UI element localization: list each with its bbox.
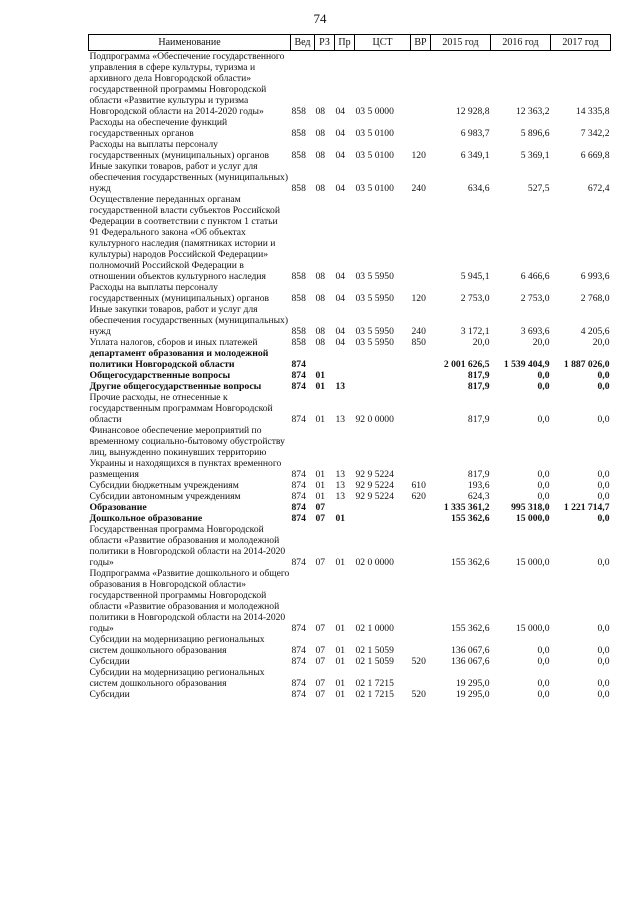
row-name: департамент образования и молодежной политики Новгородской области — [89, 348, 269, 370]
row-vr: 520 — [411, 656, 426, 667]
row-2017: 0,0 — [597, 414, 610, 425]
row-pr: 13 — [335, 414, 346, 425]
row-vr: 240 — [411, 183, 426, 194]
row-cst: 92 9 5224 — [355, 469, 394, 480]
row-rz: 01 — [315, 469, 326, 480]
table-row — [89, 161, 611, 194]
row-2016: 0,0 — [537, 656, 550, 667]
row-name: Дошкольное образование — [89, 513, 203, 524]
row-name: Расходы на выплаты персоналу государственных (муниципальных) органов — [89, 139, 270, 161]
row-pr: 04 — [335, 128, 346, 139]
row-2015: 634,6 — [467, 183, 490, 194]
row-pr: 04 — [335, 183, 346, 194]
row-ved: 874 — [291, 414, 306, 425]
row-cst: 92 9 5224 — [355, 491, 394, 502]
row-pr: 13 — [335, 381, 346, 392]
row-2015: 19 295,0 — [455, 689, 490, 700]
row-name: Расходы на обеспечение функций государственных органов — [89, 117, 228, 139]
row-2016: 20,0 — [532, 337, 550, 348]
row-cst: 02 1 0000 — [355, 623, 394, 634]
row-name: Общегосударственные вопросы — [89, 370, 231, 381]
row-ved: 858 — [291, 271, 306, 282]
row-2015: 19 295,0 — [455, 678, 490, 689]
header-vr: ВР — [411, 35, 431, 51]
row-pr: 13 — [335, 469, 346, 480]
row-vr — [411, 381, 431, 392]
row-pr — [335, 502, 355, 513]
row-ved: 874 — [291, 678, 306, 689]
row-2016: 0,0 — [537, 689, 550, 700]
row-ved: 874 — [291, 689, 306, 700]
row-2015: 3 172,1 — [460, 326, 490, 337]
row-ved: 858 — [291, 326, 306, 337]
row-rz: 08 — [315, 150, 326, 161]
table-row — [89, 51, 611, 118]
row-2015: 2 753,0 — [460, 293, 490, 304]
table-row — [89, 513, 611, 524]
row-vr — [411, 502, 431, 513]
row-2016: 15 000,0 — [515, 623, 550, 634]
row-2016: 0,0 — [537, 381, 550, 392]
row-cst — [355, 381, 411, 392]
row-2016: 5 369,1 — [520, 150, 550, 161]
row-pr — [335, 370, 355, 381]
row-cst: 03 5 0100 — [355, 128, 394, 139]
row-cst — [355, 513, 411, 524]
row-vr: 610 — [411, 480, 426, 491]
row-2017: 0,0 — [597, 513, 610, 524]
row-name: Субсидии на модернизацию региональных систем дошкольного образования — [89, 634, 265, 656]
row-name: Субсидии автономным учреждениям — [89, 491, 241, 502]
table-row — [89, 392, 611, 425]
row-2015: 1 335 361,2 — [443, 502, 490, 513]
row-2017: 6 669,8 — [580, 150, 610, 161]
header-row — [89, 35, 611, 51]
row-rz: 08 — [315, 271, 326, 282]
header-2015: 2015 год — [431, 35, 491, 51]
table-row — [89, 425, 611, 480]
row-name: Подпрограмма «Обеспечение государственного управления в сфере культуры, туризма и архивного дела Новгородской области» государственной программы Новгородской области «Развитие культуры и туризма Новгородской области на 2014-2020 годы» — [89, 51, 285, 117]
row-2015: 6 349,1 — [460, 150, 490, 161]
row-2015: 20,0 — [472, 337, 490, 348]
row-2016: 0,0 — [537, 414, 550, 425]
row-ved: 874 — [291, 359, 306, 370]
row-ved: 874 — [291, 469, 306, 480]
row-cst: 03 5 5950 — [355, 326, 394, 337]
row-rz: 07 — [315, 502, 326, 513]
row-name: Иные закупки товаров, работ и услуг для обеспечения государственных (муниципальных) нужд — [89, 161, 289, 194]
row-2016: 5 896,6 — [520, 128, 550, 139]
table-row — [89, 337, 611, 348]
row-vr — [411, 425, 431, 480]
row-name: Государственная программа Новгородской области «Развитие образования и молодежной политики в Новгородской области на 2014-2020 годы» — [89, 524, 286, 568]
header-pr: Пр — [335, 35, 355, 51]
row-cst: 03 5 0000 — [355, 106, 394, 117]
row-pr: 13 — [335, 491, 346, 502]
row-2015: 817,9 — [467, 414, 490, 425]
row-ved: 874 — [291, 381, 306, 392]
table-row — [89, 524, 611, 568]
row-rz: 08 — [315, 128, 326, 139]
header-name: Наименование — [89, 35, 291, 51]
row-ved: 874 — [291, 370, 306, 381]
row-name: Осуществление переданных органам государственной власти субъектов Российской Федерации в соответствии с пунктом 1 статьи 91 Федерального закона «Об объектах культурного наследия (памятниках истории и культуры) народов Российской Федерации» полномочий Российской Федерации в отношении объектов культурного наследия — [89, 194, 280, 282]
row-vr: 520 — [411, 689, 426, 700]
table-row — [89, 282, 611, 304]
row-2017: 0,0 — [597, 370, 610, 381]
row-cst: 02 1 7215 — [355, 689, 394, 700]
row-name: Прочие расходы, не отнесенные к государственным программам Новгородской области — [89, 392, 273, 425]
row-name: Подпрограмма «Развитие дошкольного и общего образования в Новгородской области» государственной программы Новгородской области «Развитие образования и молодежной политики в Новгородской области на 2014-2020 годы» — [89, 568, 290, 634]
row-vr — [411, 568, 431, 634]
row-2016: 6 466,6 — [520, 271, 550, 282]
row-2017: 20,0 — [592, 337, 610, 348]
table-row — [89, 480, 611, 491]
row-2017: 7 342,2 — [580, 128, 610, 139]
row-2016: 2 753,0 — [520, 293, 550, 304]
row-ved: 858 — [291, 183, 306, 194]
row-2015: 817,9 — [467, 370, 490, 381]
row-rz: 07 — [315, 689, 326, 700]
row-ved: 874 — [291, 502, 306, 513]
row-2017: 0,0 — [597, 623, 610, 634]
row-2017: 0,0 — [597, 480, 610, 491]
row-vr — [411, 51, 431, 118]
row-name: Субсидии — [89, 656, 130, 667]
row-rz — [315, 348, 335, 370]
row-name: Другие общегосударственные вопросы — [89, 381, 262, 392]
row-2015: 817,9 — [467, 469, 490, 480]
row-2016: 1 539 404,9 — [503, 359, 550, 370]
row-rz: 08 — [315, 337, 326, 348]
row-vr: 120 — [411, 293, 426, 304]
row-cst — [355, 370, 411, 381]
row-vr — [411, 513, 431, 524]
row-cst: 03 5 0100 — [355, 183, 394, 194]
row-ved: 858 — [291, 106, 306, 117]
row-cst: 03 5 5950 — [355, 337, 394, 348]
row-2017: 0,0 — [597, 656, 610, 667]
row-vr: 620 — [411, 491, 426, 502]
row-2015: 155 362,6 — [451, 557, 490, 568]
row-cst: 02 1 5059 — [355, 645, 394, 656]
row-ved: 858 — [291, 293, 306, 304]
row-2017: 2 768,0 — [580, 293, 610, 304]
row-pr — [335, 348, 355, 370]
row-name: Расходы на выплаты персоналу государственных (муниципальных) органов — [89, 282, 270, 304]
row-cst — [355, 348, 411, 370]
row-2017: 14 335,8 — [575, 106, 610, 117]
row-pr: 04 — [335, 106, 346, 117]
row-2017: 0,0 — [597, 645, 610, 656]
header-2016: 2016 год — [491, 35, 551, 51]
row-rz: 01 — [315, 480, 326, 491]
row-name: Субсидии бюджетным учреждениям — [89, 480, 239, 491]
row-ved: 858 — [291, 150, 306, 161]
row-2016: 0,0 — [537, 480, 550, 491]
header-2017: 2017 год — [551, 35, 611, 51]
row-rz: 07 — [315, 513, 326, 524]
row-ved: 874 — [291, 645, 306, 656]
table-row — [89, 689, 611, 700]
row-2017: 0,0 — [597, 491, 610, 502]
row-rz: 01 — [315, 381, 326, 392]
row-vr — [411, 392, 431, 425]
row-2017: 1 221 714,7 — [563, 502, 610, 513]
row-rz: 08 — [315, 106, 326, 117]
row-pr: 04 — [335, 337, 346, 348]
row-vr — [411, 634, 431, 656]
row-name: Субсидии — [89, 689, 130, 700]
row-cst: 03 5 0100 — [355, 150, 394, 161]
table-row — [89, 304, 611, 337]
row-ved: 874 — [291, 513, 306, 524]
row-2015: 5 945,1 — [460, 271, 490, 282]
table-row — [89, 667, 611, 689]
row-2017: 0,0 — [597, 678, 610, 689]
row-ved: 858 — [291, 337, 306, 348]
row-2015: 817,9 — [467, 381, 490, 392]
row-vr: 120 — [411, 150, 426, 161]
row-pr: 13 — [335, 480, 346, 491]
table-row — [89, 194, 611, 282]
row-2015: 155 362,6 — [451, 623, 490, 634]
row-vr: 850 — [411, 337, 426, 348]
row-2015: 12 928,8 — [455, 106, 490, 117]
row-2015: 624,3 — [467, 491, 490, 502]
row-2016: 15 000,0 — [515, 557, 550, 568]
table-row — [89, 381, 611, 392]
row-vr — [411, 370, 431, 381]
row-2016: 995 318,0 — [511, 502, 550, 513]
row-cst: 92 0 0000 — [355, 414, 394, 425]
row-2015: 6 983,7 — [460, 128, 490, 139]
row-2015: 193,6 — [467, 480, 490, 491]
row-2015: 2 001 626,5 — [443, 359, 490, 370]
row-vr — [411, 667, 431, 689]
row-2015: 136 067,6 — [451, 656, 490, 667]
row-pr: 04 — [335, 271, 346, 282]
table-row — [89, 348, 611, 370]
page-number: 74 — [313, 11, 327, 26]
row-cst: 03 5 5950 — [355, 271, 394, 282]
row-2016: 0,0 — [537, 370, 550, 381]
row-2017: 6 993,6 — [580, 271, 610, 282]
row-rz: 01 — [315, 491, 326, 502]
row-pr: 04 — [335, 293, 346, 304]
row-cst: 03 5 5950 — [355, 293, 394, 304]
row-rz: 08 — [315, 326, 326, 337]
row-2017: 0,0 — [597, 557, 610, 568]
table-row — [89, 491, 611, 502]
row-pr: 01 — [335, 557, 346, 568]
row-2017: 1 887 026,0 — [563, 359, 610, 370]
row-ved: 858 — [291, 128, 306, 139]
row-rz: 07 — [315, 645, 326, 656]
table-row — [89, 117, 611, 139]
row-ved: 874 — [291, 491, 306, 502]
row-pr: 04 — [335, 326, 346, 337]
row-pr: 01 — [335, 645, 346, 656]
row-vr — [411, 348, 431, 370]
row-rz: 07 — [315, 623, 326, 634]
row-cst: 02 0 0000 — [355, 557, 394, 568]
row-rz: 07 — [315, 656, 326, 667]
table-row — [89, 568, 611, 634]
row-ved: 874 — [291, 656, 306, 667]
row-2016: 0,0 — [537, 491, 550, 502]
row-pr: 01 — [335, 513, 346, 524]
row-2017: 0,0 — [597, 381, 610, 392]
row-2016: 0,0 — [537, 678, 550, 689]
row-cst: 02 1 5059 — [355, 656, 394, 667]
row-2015: 136 067,6 — [451, 645, 490, 656]
row-name: Иные закупки товаров, работ и услуг для обеспечения государственных (муниципальных) нужд — [89, 304, 289, 337]
row-2016: 15 000,0 — [515, 513, 550, 524]
row-rz: 07 — [315, 557, 326, 568]
row-name: Уплата налогов, сборов и иных платежей — [89, 337, 258, 348]
row-pr: 01 — [335, 656, 346, 667]
row-2016: 12 363,2 — [515, 106, 550, 117]
row-ved: 874 — [291, 480, 306, 491]
header-rz: РЗ — [315, 35, 335, 51]
row-cst: 02 1 7215 — [355, 678, 394, 689]
row-rz: 07 — [315, 678, 326, 689]
row-ved: 874 — [291, 557, 306, 568]
row-2016: 0,0 — [537, 645, 550, 656]
row-2016: 3 693,6 — [520, 326, 550, 337]
row-pr: 04 — [335, 150, 346, 161]
row-pr: 01 — [335, 689, 346, 700]
row-vr — [411, 194, 431, 282]
row-pr: 01 — [335, 678, 346, 689]
row-2016: 527,5 — [527, 183, 550, 194]
row-rz: 08 — [315, 183, 326, 194]
row-2015: 155 362,6 — [451, 513, 490, 524]
row-rz: 01 — [315, 370, 326, 381]
row-cst — [355, 502, 411, 513]
table-row — [89, 634, 611, 656]
row-name: Финансовое обеспечение мероприятий по временному социально-бытовому обустройству лиц, вынужденно покинувших территорию Украины и находящихся в пунктах временного размещения — [89, 425, 285, 480]
row-2016: 0,0 — [537, 469, 550, 480]
row-2017: 0,0 — [597, 469, 610, 480]
table-row — [89, 139, 611, 161]
row-rz: 08 — [315, 293, 326, 304]
row-name: Субсидии на модернизацию региональных систем дошкольного образования — [89, 667, 265, 689]
row-rz: 01 — [315, 414, 326, 425]
row-vr — [411, 524, 431, 568]
budget-table — [88, 34, 611, 700]
row-cst: 92 9 5224 — [355, 480, 394, 491]
row-pr: 01 — [335, 623, 346, 634]
table-row — [89, 656, 611, 667]
row-2017: 672,4 — [587, 183, 610, 194]
row-2017: 4 205,6 — [580, 326, 610, 337]
row-vr: 240 — [411, 326, 426, 337]
row-2017: 0,0 — [597, 689, 610, 700]
row-name: Образование — [89, 502, 147, 513]
header-cst: ЦСТ — [355, 35, 411, 51]
row-ved: 874 — [291, 623, 306, 634]
table-row — [89, 370, 611, 381]
row-vr — [411, 117, 431, 139]
table-row — [89, 502, 611, 513]
header-ved: Вед — [291, 35, 315, 51]
